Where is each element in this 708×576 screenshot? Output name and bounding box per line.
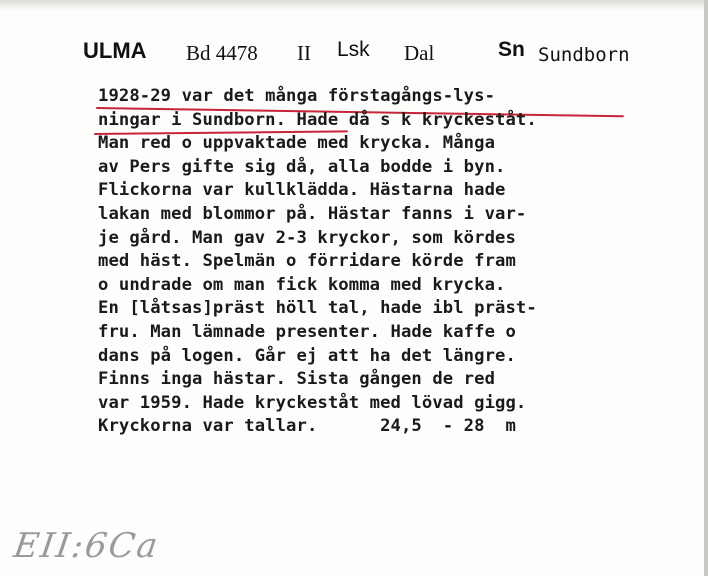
volume-part: II: [297, 41, 311, 65]
parish-label: Sn: [498, 38, 525, 61]
text-line: 1928-29 var det många förstagångs-lys-: [98, 86, 496, 106]
text-line: En [låtsas]präst höll tal, hade ibl präst-: [98, 298, 537, 319]
text-line: var 1959. Hade kryckeståt med lövad gigg.: [98, 392, 527, 413]
text-line: dans på logen. Går ej att ha det längre.: [98, 345, 516, 366]
text-line: o undrade om man fick komma med krycka.: [98, 274, 506, 295]
text-line: Finns inga hästar. Sista gången de red: [98, 369, 496, 390]
text-line: fru. Man lämnade presenter. Hade kaffe o: [98, 321, 516, 342]
parish-value: Sundborn: [538, 44, 630, 66]
text-line: lakan med blommor på. Hästar fanns i var-: [98, 203, 527, 224]
text-line: Man red o uppvaktade med krycka. Många: [98, 133, 496, 154]
text-line: med häst. Spelmän o förridare körde fram: [98, 251, 516, 272]
card-right-edge: [704, 0, 708, 576]
text-line: av Pers gifte sig då, alla bodde i byn.: [98, 156, 506, 177]
province-value: Dal: [404, 41, 435, 65]
volume-number: Bd 4478: [186, 41, 258, 65]
text-line: je gård. Man gav 2-3 kryckor, som kördes: [98, 227, 516, 248]
province-label: Lsk: [337, 38, 370, 61]
text-line: ningar i Sundborn. Hade då s k kryckeståt.: [98, 109, 537, 130]
card-header: [0, 34, 708, 74]
card-body-text: [98, 85, 688, 439]
catalog-mark: EII:6Ca: [11, 526, 162, 566]
text-line: Kryckorna var tallar. 24,5 - 28 m: [98, 416, 516, 437]
card-top-edge: [0, 0, 708, 10]
archive-code: ULMA: [83, 38, 147, 63]
text-line: Flickorna var kullklädda. Hästarna hade: [98, 180, 506, 201]
